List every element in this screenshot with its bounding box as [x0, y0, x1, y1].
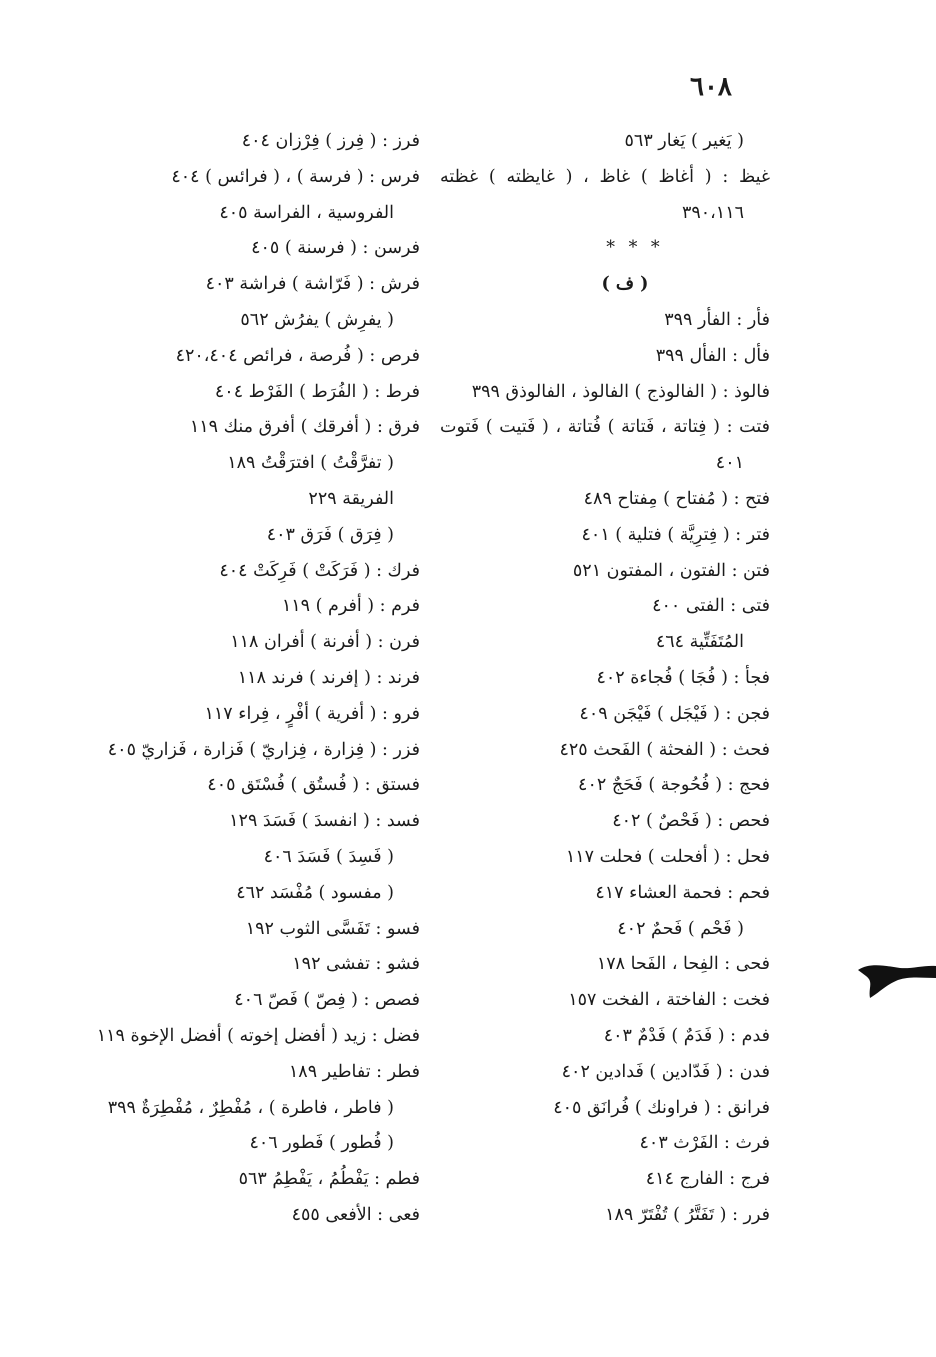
right-index-line: فجأ : ( فُجَا ) فُجاءة ٤٠٢ [596, 667, 770, 688]
left-index-line: ( فاطر ، فاطرة ) ، مُفْطِرٌ ، مُفْطِرَةٌ ٣٩٩ [107, 1097, 394, 1118]
index-column-left [95, 124, 420, 1234]
left-index-line: فرش : ( فَرّاشة ) فراشة ٤٠٣ [205, 274, 420, 295]
right-index-line: فدن : ( فَدّادين ) فَدادين ٤٠٢ [561, 1061, 770, 1082]
right-index-line: فتر : ( فِترِيَّة ) فتلية ) ٤٠١ [581, 524, 770, 545]
right-index-line: فحم : فحمة العشاء ٤١٧ [595, 882, 770, 903]
right-index-line: فحل : ( أفحلت ) فحلت ١١٧ [565, 846, 770, 867]
right-index-line: فرث : الفَرْث ٤٠٣ [639, 1133, 770, 1154]
left-index-line: الفريقة ٢٢٩ [308, 488, 394, 509]
right-index-line: فحى : الفِحا ، الفَحا ١٧٨ [596, 954, 770, 975]
right-index-line: فتح : ( مُفتاح ) مِفتاح ٤٨٩ [583, 488, 770, 509]
left-index-line: فرط : ( الفُرَط ) الفَرْط ٤٠٤ [214, 381, 420, 402]
left-index-line: فستق : ( فُستُق ) فُسْتَق ٤٠٥ [207, 775, 420, 796]
left-index-line: فرم : ( أفرم ) ١١٩ [281, 596, 420, 617]
right-index-line: المُتَفَتِّية ٤٦٤ [655, 632, 744, 653]
right-index-line: فتن : الفتون ، المفتون ٥٢١ [572, 560, 770, 581]
right-index-line: فأر : الفأر ٣٩٩ [664, 309, 770, 330]
left-index-line: فرز : ( فِرز ) فِرْزان ٤٠٤ [241, 131, 420, 151]
right-index-line: فحص : ( فَحْصٌ ) ٤٠٢ [612, 811, 770, 832]
left-index-line: فسد : ( انفسدَ ) فَسَدَ ١٢٩ [229, 811, 420, 832]
right-index-line: فدم : ( فَدَمٌ ) فَدْمٌ ٤٠٣ [603, 1025, 770, 1046]
left-index-line: ( فُطور ) فَطور ٤٠٦ [249, 1133, 394, 1154]
left-index-line: فشو : تفشى ١٩٢ [292, 954, 420, 975]
right-index-line: فحج : ( فُحُوجة ) فَحَجٌ ٤٠٢ [578, 775, 770, 796]
left-index-line: فضل : زيد ( أفضل إخوته ) أفضل الإخوة ١١٩ [96, 1025, 420, 1046]
right-index-line: ٣٩٠،١١٦ [681, 202, 744, 223]
right-index-line: ( فَحْم ) فَحمٌ ٤٠٢ [617, 918, 744, 939]
left-index-line: ( مفسود ) مُفْسَد ٤٦٢ [236, 882, 394, 903]
left-index-line: فرند : ( إفرند ) فرند ١١٨ [237, 667, 420, 688]
right-index-line: * * * [606, 238, 664, 259]
right-index-line: فأل : الفأل ٣٩٩ [655, 345, 770, 366]
left-index-line: فزر : ( فِزارة ، فِزاريّ ) فَزارة ، فَزاريّ ٤٠٥ [107, 739, 420, 760]
right-index-line: فجن : ( فَيْجَل ) فَيْجَن ٤٠٩ [579, 703, 770, 724]
left-index-line: فرق : ( أفرقك ) أفرق منك ١١٩ [189, 417, 420, 438]
margin-ink-mark [856, 956, 936, 1002]
right-index-line: غيظ : ( أغاظ ) غاظ ، ( غايظته ) غظته [440, 166, 770, 187]
left-index-line: فطم : يَفْطُمُ ، يَفْطِمُ ٥٦٣ [238, 1169, 420, 1190]
left-index-line: ( فِرَق ) فَرَق ٤٠٣ [266, 524, 394, 545]
right-index-line: فحث : ( الفحثة ) الفَحث ٤٢٥ [559, 739, 770, 760]
left-index-line: فرص : ( فُرصة ، فرائص ٤٢٠،٤٠٤ [175, 345, 420, 366]
right-index-line: فتت : ( فِتاتة ، فَتاتة ) فُتاتة ، ( فَتيت ) فَتوت [440, 417, 770, 438]
right-index-line: ( يَغير ) يَغار ٥٦٣ [624, 131, 744, 151]
left-index-line: فعى : الأفعى ٤٥٥ [291, 1204, 420, 1225]
page-number: ٦٠٨ [690, 72, 732, 102]
left-index-line: ( تفرَّقْتُ ) افترَقْتُ ١٨٩ [227, 453, 394, 474]
right-index-line: فرر : ( تَفَتَّرُ ) تُفْتَرّ ١٨٩ [605, 1204, 770, 1225]
left-index-line: فرسن : ( فرسنة ) ٤٠٥ [251, 238, 420, 259]
right-index-line: فالوذ : ( الفالوذج ) الفالوذ ، الفالوذق ٣٩٩ [471, 381, 770, 402]
left-index-line: فرك : ( فَرَكَتْ ) فَرِكَتْ ٤٠٤ [219, 560, 420, 581]
left-index-line: ( يفرِش ) يفرُش ٥٦٢ [240, 309, 394, 330]
left-index-line: فرس : ( فرسة ) ، ( فرائس ) ٤٠٤ [171, 166, 420, 187]
left-index-line: الفروسية ، الفراسة ٤٠٥ [219, 202, 394, 223]
right-index-line: فرانق : ( فراونك ) فُرانَق ٤٠٥ [553, 1097, 770, 1118]
left-index-line: ( فَسِدَ ) فَسَدَ ٤٠٦ [263, 846, 394, 867]
right-index-line: ( ف ) [601, 274, 649, 295]
right-index-line: فخت : الفاختة ، الفخت ١٥٧ [568, 990, 770, 1011]
right-index-line: ٤٠١ [715, 453, 744, 474]
left-index-line: فرو : ( أفرية ) أفْرٍ ، فِراء ١١٧ [204, 703, 420, 724]
right-index-line: فرج : الفارج ٤١٤ [645, 1169, 770, 1190]
left-index-line: فرن : ( أفرنة ) أفران ١١٨ [230, 632, 420, 653]
left-index-line: فطر : تفاطير ١٨٩ [288, 1061, 420, 1082]
right-index-line: فتى : الفتى ٤٠٠ [652, 596, 770, 617]
left-index-line: فسو : تَفَسَّى الثوب ١٩٢ [245, 918, 420, 939]
index-column-right [440, 124, 770, 1234]
left-index-line: فصص : ( فِصّ ) فَصّ ٤٠٦ [234, 990, 420, 1011]
